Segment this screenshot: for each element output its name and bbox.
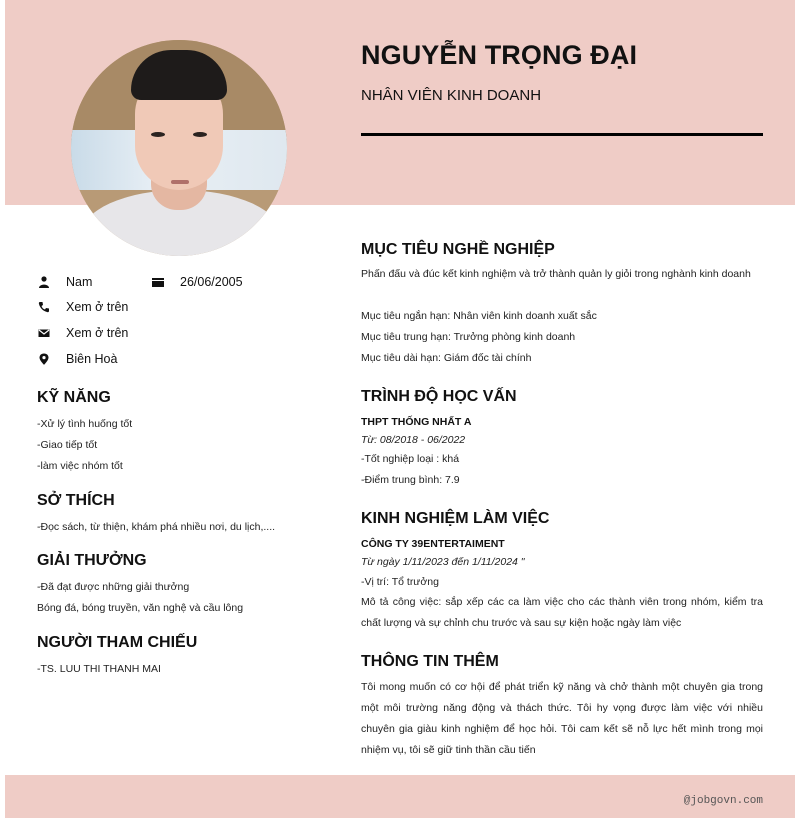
skill-item: -làm việc nhóm tốt bbox=[37, 460, 123, 472]
skill-item: -Giao tiếp tốt bbox=[37, 439, 98, 451]
footer-credit: @jobgovn.com bbox=[683, 795, 763, 807]
experience-description: Mô tả công việc: sắp xếp các ca làm việc cho các thành viên trong nhóm, kiểm tra chất lượng và sự chỉnh chu trước và sau sự kiện hoặc ngày làm việc bbox=[361, 596, 763, 629]
header-divider bbox=[361, 133, 763, 136]
address-row bbox=[37, 352, 117, 366]
email-value: Xem ở trên bbox=[66, 326, 129, 340]
references-heading: NGƯỜI THAM CHIẾU bbox=[37, 634, 198, 651]
additional-heading: THÔNG TIN THÊM bbox=[361, 653, 499, 670]
gender-value: Nam bbox=[66, 275, 93, 289]
skills-heading: KỸ NĂNG bbox=[37, 389, 111, 406]
reference-item: -TS. LUU THI THANH MAI bbox=[37, 663, 161, 675]
birthdate-row bbox=[151, 275, 243, 289]
experience-period: Từ ngày 1/11/2023 đến 1/11/2024 " bbox=[361, 556, 525, 568]
awards-heading: GIẢI THƯỞNG bbox=[37, 552, 147, 569]
address-value: Biên Hoà bbox=[66, 352, 118, 366]
objective-item: Mục tiêu ngắn hạn: Nhân viên kinh doanh xuất sắc bbox=[361, 310, 597, 322]
birthdate-value: 26/06/2005 bbox=[180, 275, 243, 289]
objective-heading: MỤC TIÊU NGHỀ NGHIỆP bbox=[361, 241, 555, 258]
person-icon bbox=[37, 276, 50, 289]
hobbies-heading: SỞ THÍCH bbox=[37, 492, 115, 509]
gender-row bbox=[37, 275, 92, 289]
objective-item: Mục tiêu trung hạn: Trưởng phòng kinh doanh bbox=[361, 331, 576, 343]
company-name: CÔNG TY 39ENTERTAIMENT bbox=[361, 538, 505, 550]
email-row bbox=[37, 326, 128, 340]
additional-text: Tôi mong muốn có cơ hội để phát triển kỹ năng và chở thành một chuyên gia trong một môi trường năng động và thách thức. Tôi hy vọng được làm việc với nhiều chuyên gia giàu kinh nghiệm để học hỏi. Tôi cam kết sẽ nỗ lực hết mình trong mọi nhiệm vụ, tôi sẽ giữ tinh thần cầu tiến bbox=[361, 681, 763, 756]
education-item: -Tốt nghiệp loại : khá bbox=[361, 453, 460, 465]
objective-summary: Phấn đấu và đúc kết kinh nghiệm và trở thành quản ly giỏi trong nghành kinh doanh bbox=[361, 268, 751, 280]
calendar-icon bbox=[151, 276, 164, 289]
email-icon bbox=[37, 327, 50, 340]
objective-item: Mục tiêu dài hạn: Giám đốc tài chính bbox=[361, 352, 532, 364]
award-item: Bóng đá, bóng truyền, văn nghệ và cầu lông bbox=[37, 602, 244, 614]
footer-band bbox=[5, 775, 795, 818]
profile-photo bbox=[71, 40, 287, 256]
location-icon bbox=[37, 353, 50, 366]
education-period: Từ: 08/2018 - 06/2022 bbox=[361, 434, 466, 446]
education-heading: TRÌNH ĐỘ HỌC VẤN bbox=[361, 388, 517, 405]
award-item: -Đã đạt được những giải thưởng bbox=[37, 581, 190, 593]
phone-row bbox=[37, 300, 128, 314]
experience-heading: KINH NGHIỆM LÀM VIỆC bbox=[361, 510, 550, 527]
skill-item: -Xử lý tình huống tốt bbox=[37, 418, 133, 430]
hobby-item: -Đọc sách, từ thiện, khám phá nhiều nơi, du lịch,.... bbox=[37, 521, 276, 533]
candidate-name: NGUYỄN TRỌNG ĐẠI bbox=[361, 40, 638, 70]
phone-value: Xem ở trên bbox=[66, 300, 129, 314]
education-item: -Điểm trung bình: 7.9 bbox=[361, 474, 460, 486]
experience-position: -Vị trí: Tổ trưởng bbox=[361, 576, 439, 588]
phone-icon bbox=[37, 301, 50, 314]
job-title: NHÂN VIÊN KINH DOANH bbox=[361, 87, 542, 104]
school-name: THPT THỐNG NHẤT A bbox=[361, 416, 472, 428]
